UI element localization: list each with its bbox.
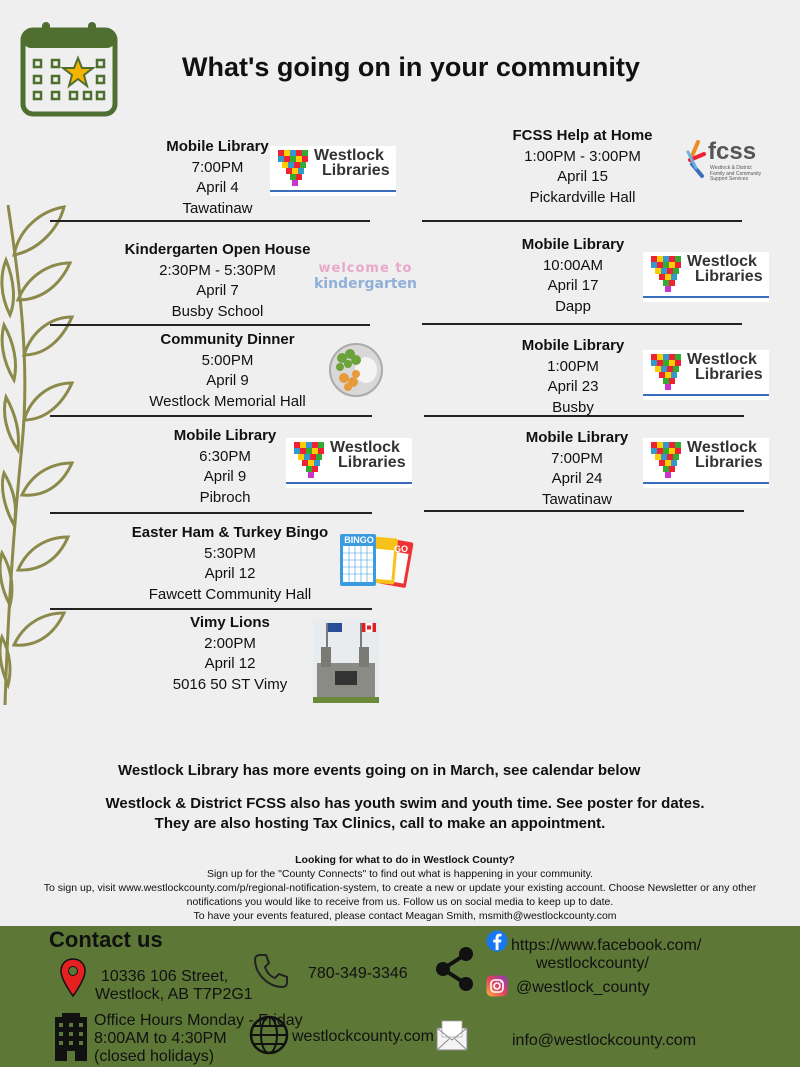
office-hours: Office Hours Monday - Friday 8:00AM to 4:30PM (closed holidays): [94, 1012, 303, 1065]
location-pin-icon: [60, 958, 86, 998]
event-mobile-library-tawatinaw-apr4: Mobile Library 7:00PM April 4 Tawatinaw: [166, 138, 269, 217]
event-vimy-lions: Vimy Lions 2:00PM April 12 5016 50 ST Vimy: [172, 614, 288, 693]
divider: [422, 323, 742, 325]
westlock-libraries-logo-text: Westlock Libraries: [314, 147, 390, 179]
event-fcss-help-at-home: FCSS Help at Home 1:00PM - 3:00PM April 15 Pickardville Hall: [512, 127, 653, 206]
event-kindergarten-open-house: Kindergarten Open House 2:30PM - 5:30PM April 7 Busby School: [124, 241, 311, 320]
fcss-logo: fcss Westlock & District Family and Community Support Services: [686, 140, 766, 184]
westlock-libraries-logo: [643, 438, 769, 488]
divider: [424, 415, 744, 417]
event-community-dinner: Community Dinner 5:00PM April 9 Westlock Memorial Hall: [149, 331, 306, 410]
signup-heading: Looking for what to do in Westlock County?: [295, 854, 515, 866]
leaf-vine-decoration: [0, 205, 75, 705]
email-envelope-icon[interactable]: [435, 1018, 469, 1052]
signup-line1: Sign up for the "County Connects" to find out what is happening in your community.: [206, 868, 594, 880]
divider: [50, 415, 372, 417]
facebook-icon[interactable]: [486, 930, 508, 952]
signup-line3: notifications you would like to receive from us. Follow us on social media to keep up to date.: [186, 896, 614, 908]
westlock-libraries-logo-text: Westlock Libraries: [687, 351, 763, 383]
divider: [50, 512, 372, 514]
address: 10336 106 Street, Westlock, AB T7P2G1: [95, 968, 253, 1003]
westlock-libraries-logo-text: Westlock Libraries: [687, 253, 763, 285]
contact-title: Contact us: [49, 927, 163, 952]
westlock-libraries-logo-text: Westlock Libraries: [687, 439, 763, 471]
westlock-libraries-logo: [643, 252, 769, 302]
fcss-subtitle: Westlock & District Family and Community Support Services: [710, 165, 762, 182]
fcss-mark-icon: [686, 140, 708, 180]
divider: [50, 324, 370, 326]
globe-icon: [249, 1015, 289, 1055]
fcss-note-line2: They are also hosting Tax Clinics, call to make an appointment.: [154, 815, 606, 832]
bingo-card-label: BINGO: [344, 535, 374, 545]
email-link[interactable]: info@westlockcounty.com: [512, 1032, 697, 1049]
divider: [422, 220, 742, 222]
instagram-icon[interactable]: [486, 975, 508, 997]
page-title: What's going on in your community: [182, 52, 640, 82]
office-building-icon: [54, 1013, 88, 1061]
fcss-note-line1: Westlock & District FCSS also has youth swim and youth time. See poster for dates.: [105, 795, 705, 812]
library-note: Westlock Library has more events going on in March, see calendar below: [118, 762, 641, 779]
website-link[interactable]: westlockcounty.com: [292, 1028, 434, 1045]
divider: [424, 510, 744, 512]
phone-number[interactable]: 780-349-3346: [308, 965, 408, 982]
event-mobile-library-busby: Mobile Library 1:00PM April 23 Busby: [521, 337, 625, 416]
welcome-to-kindergarten-logo: welcome to kindergarten: [313, 261, 418, 292]
facebook-link[interactable]: https://www.facebook.com/ westlockcounty/: [511, 937, 702, 972]
event-mobile-library-tawatinaw-apr24: Mobile Library 7:00PM April 24 Tawatinaw: [525, 429, 629, 508]
event-mobile-library-pibroch: Mobile Library 6:30PM April 9 Pibroch: [173, 427, 277, 506]
westlock-libraries-logo: [286, 438, 412, 488]
calendar-star-icon: [20, 20, 118, 118]
signup-line4: To have your events featured, please contact Meagan Smith, msmith@westlockcounty.com: [193, 910, 617, 922]
westlock-libraries-logo-text: Westlock Libraries: [330, 439, 406, 471]
phone-icon: [252, 952, 290, 990]
event-mobile-library-dapp: Mobile Library 10:00AM April 17 Dapp: [521, 236, 625, 315]
bingo-card-label-go: GO: [393, 544, 408, 554]
divider: [50, 220, 370, 222]
share-icon[interactable]: [434, 946, 476, 992]
event-easter-bingo: Easter Ham & Turkey Bingo 5:30PM April 12 Fawcett Community Hall: [131, 524, 329, 603]
vimy-monument-photo: [313, 619, 379, 703]
signup-line2: To sign up, visit www.westlockcounty.com/p/regional-notification-system, to create a new or update your existing account. Choose Newsletter or any other: [43, 882, 757, 894]
westlock-libraries-logo: [643, 350, 769, 400]
westlock-libraries-logo: [270, 146, 396, 196]
instagram-handle[interactable]: @westlock_county: [516, 979, 650, 996]
divider: [50, 608, 372, 610]
dinner-plate-icon: [328, 342, 384, 398]
